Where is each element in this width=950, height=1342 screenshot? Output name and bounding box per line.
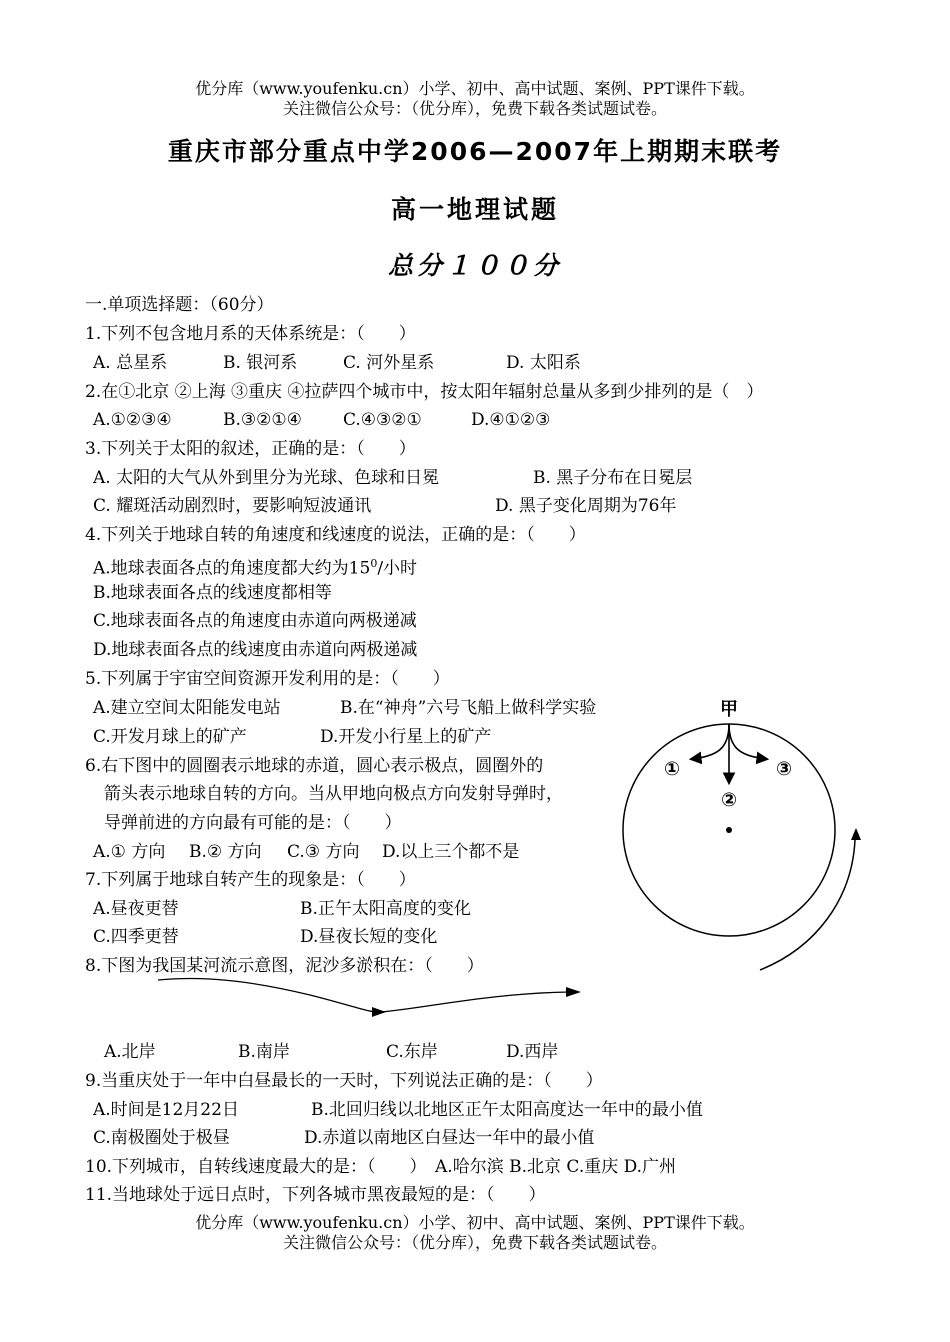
q7-option-b: B.正午太阳高度的变化 xyxy=(300,899,471,919)
q5-option-b: B.在“神舟”六号飞船上做科学实验 xyxy=(340,698,597,718)
label-2: ② xyxy=(720,789,738,811)
q7-option-a: A.昼夜更替 xyxy=(93,899,179,919)
equator-diagram xyxy=(600,690,880,980)
degree-superscript: 0 xyxy=(370,557,378,570)
q4-option-c: C.地球表面各点的角速度由赤道向两极递减 xyxy=(93,611,417,631)
q6-option-c: C.③ 方向 xyxy=(287,842,360,862)
q5-option-d: D.开发小行星上的矿产 xyxy=(320,727,492,747)
q1-stem: 1.下列不包含地月系的天体系统是：（ ） xyxy=(85,324,416,344)
header-line-2: 关注微信公众号：（优分库），免费下载各类试题试卷。 xyxy=(282,99,667,118)
rotation-arc xyxy=(760,840,855,970)
total-score: 总分１００分 xyxy=(387,251,562,280)
q6-option-b: B.② 方向 xyxy=(189,842,262,862)
q9-option-b: B.北回归线以北地区正午太阳高度达一年中的最小值 xyxy=(311,1100,703,1120)
q3-option-c: C. 耀斑活动剧烈时，要影响短波通讯 xyxy=(93,496,372,516)
river-diagram xyxy=(150,975,590,1025)
q2-option-d: D.④①②③ xyxy=(471,410,551,430)
q5-option-c: C.开发月球上的矿产 xyxy=(93,727,247,747)
q10-text: 10.下列城市，自转线速度最大的是：（ ） A.哈尔滨 B.北京 C.重庆 D.广州 xyxy=(85,1157,677,1177)
q11-text: 11.当地球处于远日点时，下列各城市黑夜最短的是：（ ） xyxy=(85,1185,546,1205)
q9-option-c: C.南极圈处于极昼 xyxy=(93,1128,230,1148)
q3-option-a: A. 太阳的大气从外到里分为光球、色球和日冕 xyxy=(93,468,440,488)
river-arrow-mid-icon xyxy=(372,1007,386,1017)
q1-option-a: A. 总星系 xyxy=(93,353,168,373)
q2-stem: 2.在①北京 ②上海 ③重庆 ④拉萨四个城市中，按太阳年辐射总量从多到少排列的是（ ） xyxy=(85,382,764,402)
q4-option-b: B.地球表面各点的线速度都相等 xyxy=(93,583,332,603)
q8-option-a: A.北岸 xyxy=(104,1042,156,1062)
q4-option-a: A.地球表面各点的角速度都大约为$15^0/$小时 xyxy=(93,557,418,579)
exam-subtitle: 高一地理试题 xyxy=(390,195,559,224)
q9-stem: 9.当重庆处于一年中白昼最长的一天时，下列说法正确的是：（ ） xyxy=(85,1071,603,1091)
header-line-1: 优分库（www.youfenku.cn）小学、初中、高中试题、案例、PPT课件下载。 xyxy=(195,79,755,98)
q2-option-a: A.①②③④ xyxy=(93,410,172,430)
rotation-arrowhead-icon xyxy=(851,828,861,840)
q5-option-a: A.建立空间太阳能发电站 xyxy=(93,698,281,718)
q8-option-d: D.西岸 xyxy=(506,1042,559,1062)
q9-option-a: A.时间是12月22日 xyxy=(93,1100,239,1120)
q7-option-c: C.四季更替 xyxy=(93,927,179,947)
label-3: ③ xyxy=(775,758,793,780)
footer-line-1: 优分库（www.youfenku.cn）小学、初中、高中试题、案例、PPT课件下载。 xyxy=(195,1213,755,1232)
q2-option-c: C.④③②① xyxy=(343,410,422,430)
q1-option-d: D. 太阳系 xyxy=(506,353,581,373)
q7-stem: 7.下列属于地球自转产生的现象是：（ ） xyxy=(85,870,416,890)
q6-line-3: 导弹前进的方向最有可能的是：（ ） xyxy=(104,813,402,833)
q3-option-b: B. 黑子分布在日冕层 xyxy=(533,468,693,488)
q6-line-2: 箭头表示地球自转的方向。当从甲地向极点方向发射导弹时， xyxy=(104,784,563,804)
q1-option-b: B. 银河系 xyxy=(223,353,298,373)
exam-title: 重庆市部分重点中学2006—2007年上期期末联考 xyxy=(167,137,783,166)
q9-option-d: D.赤道以南地区白昼达一年中的最小值 xyxy=(304,1128,595,1148)
label-1: ① xyxy=(663,758,681,780)
q8-option-b: B.南岸 xyxy=(238,1042,290,1062)
q6-option-d: D.以上三个都不是 xyxy=(382,842,520,862)
river-line xyxy=(158,978,570,1012)
q5-stem: 5.下列属于宇宙空间资源开发利用的是：（ ） xyxy=(85,669,450,689)
pole-dot xyxy=(726,827,732,833)
q8-option-c: C.东岸 xyxy=(386,1042,438,1062)
q1-option-c: C. 河外星系 xyxy=(343,353,435,373)
q7-option-d: D.昼夜长短的变化 xyxy=(300,927,438,947)
q8-stem: 8.下图为我国某河流示意图，泥沙多淤积在：（ ） xyxy=(85,956,484,976)
footer-line-2: 关注微信公众号：（优分库），免费下载各类试题试卷。 xyxy=(282,1233,667,1252)
section-heading: 一.单项选择题：（60分） xyxy=(85,295,274,315)
q6-option-a: A.① 方向 xyxy=(93,842,166,862)
q3-option-d: D. 黑子变化周期为76年 xyxy=(495,496,677,516)
q4-option-d: D.地球表面各点的线速度由赤道向两极递减 xyxy=(93,640,418,660)
q4-stem: 4.下列关于地球自转的角速度和线速度的说法，正确的是：（ ） xyxy=(85,525,586,545)
label-jia: 甲 xyxy=(720,699,738,720)
q6-line-1: 6.右下图中的圆圈表示地球的赤道，圆心表示极点，圆圈外的 xyxy=(85,756,544,776)
river-arrow-end-icon xyxy=(566,987,581,997)
q3-stem: 3.下列关于太阳的叙述，正确的是：（ ） xyxy=(85,439,416,459)
q2-option-b: B.③②①④ xyxy=(223,410,302,430)
